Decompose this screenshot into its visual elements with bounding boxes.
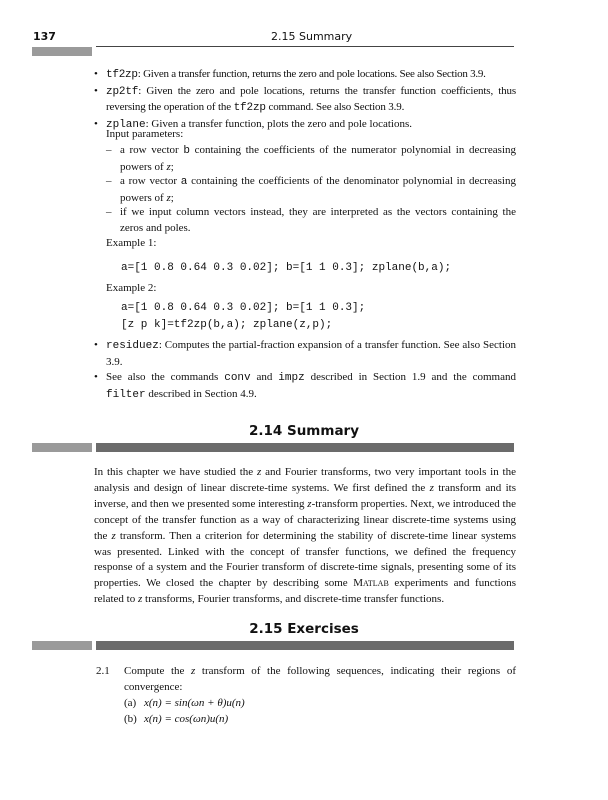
input-parameters-label: Input parameters:	[106, 128, 184, 140]
function-list-2	[94, 338, 516, 403]
example2-label: Example 2:	[106, 282, 157, 294]
bullet-tf2zp: • tf2zp: Given a transfer function, returns the zero and pole locations. See also Section 3.9.	[94, 67, 516, 84]
param-denominator: – a row vector a containing the coefficients of the denominator polynomial in decreasing powers of z;	[106, 175, 516, 204]
running-head: 2.15 Summary	[271, 30, 353, 43]
page-number: 137	[33, 30, 56, 43]
bullet-see-also: • See also the commands conv and impz described in Section 1.9 and the command filter described in Section 4.9.	[94, 370, 516, 403]
section-bar-left	[32, 443, 92, 452]
example1-code: a=[1 0.8 0.64 0.3 0.02]; b=[1 1 0.3]; zplane(b,a);	[121, 262, 452, 274]
summary-paragraph: In this chapter we have studied the z and Fourier transforms, two very important tools in the analysis and design of linear discrete-time systems. We first defined the z transform and its inverse, and then we presented some interesting z-transform properties. Next, we introduced the concept of the transfer function as a way of characterizing linear discrete-time systems using the z transform. Then a criterion for determining the stability of discrete-time linear systems was presented. Linked with the concept of transfer functions, we defined the frequency response of a system and the Fourier transform of discrete-time signals, presenting some of its properties. We closed the chapter by describing some Matlab experiments and functions related to z transforms, Fourier transforms, and discrete-time transfer functions.	[94, 466, 516, 606]
example1-label: Example 1:	[106, 237, 157, 249]
function-list	[94, 67, 516, 133]
section-title-exercises: 2.15 Exercises	[249, 621, 359, 637]
exercise-text: Compute the z transform of the following sequences, indicating their regions of	[124, 665, 516, 677]
exercise-part-b: x(n) = cos(ωn)u(n)	[144, 713, 229, 725]
param-column-vectors: – if we input column vectors instead, they are interpreted as the vectors containing the zeros and poles.	[106, 206, 516, 234]
bullet-zp2tf: • zp2tf: Given the zero and pole locations, returns the transfer function coefficients, thus reversing the operation of the tf2zp command. See also Section 3.9.	[94, 84, 516, 117]
bullet-zplane: • zplane: Given a transfer function, plots the zero and pole locations.	[94, 117, 516, 134]
exercise-part-b-label: (b)	[124, 713, 137, 725]
section-bar-right-2	[96, 641, 514, 650]
exercise-part-a-label: (a)	[124, 697, 137, 709]
section-bar-left-2	[32, 641, 92, 650]
header-rule	[96, 46, 514, 47]
example2-code-line2: [z p k]=tf2zp(b,a); zplane(z,p);	[121, 319, 333, 331]
section-title-summary: 2.14 Summary	[248, 423, 360, 439]
section-bar-right	[96, 443, 514, 452]
header-bar	[32, 47, 92, 56]
bullet-residuez: • residuez: Computes the partial-fraction expansion of a transfer function. See also Section 3.9.	[94, 338, 516, 370]
exercise-part-a: x(n) = sin(ωn + θ)u(n)	[144, 697, 245, 709]
param-numerator: – a row vector b containing the coefficients of the numerator polynomial in decreasing powers of z;	[106, 144, 516, 173]
exercise-text-cont: convergence:	[124, 681, 183, 693]
exercise-number: 2.1	[96, 665, 110, 677]
example2-code-line1: a=[1 0.8 0.64 0.3 0.02]; b=[1 1 0.3];	[121, 302, 366, 314]
